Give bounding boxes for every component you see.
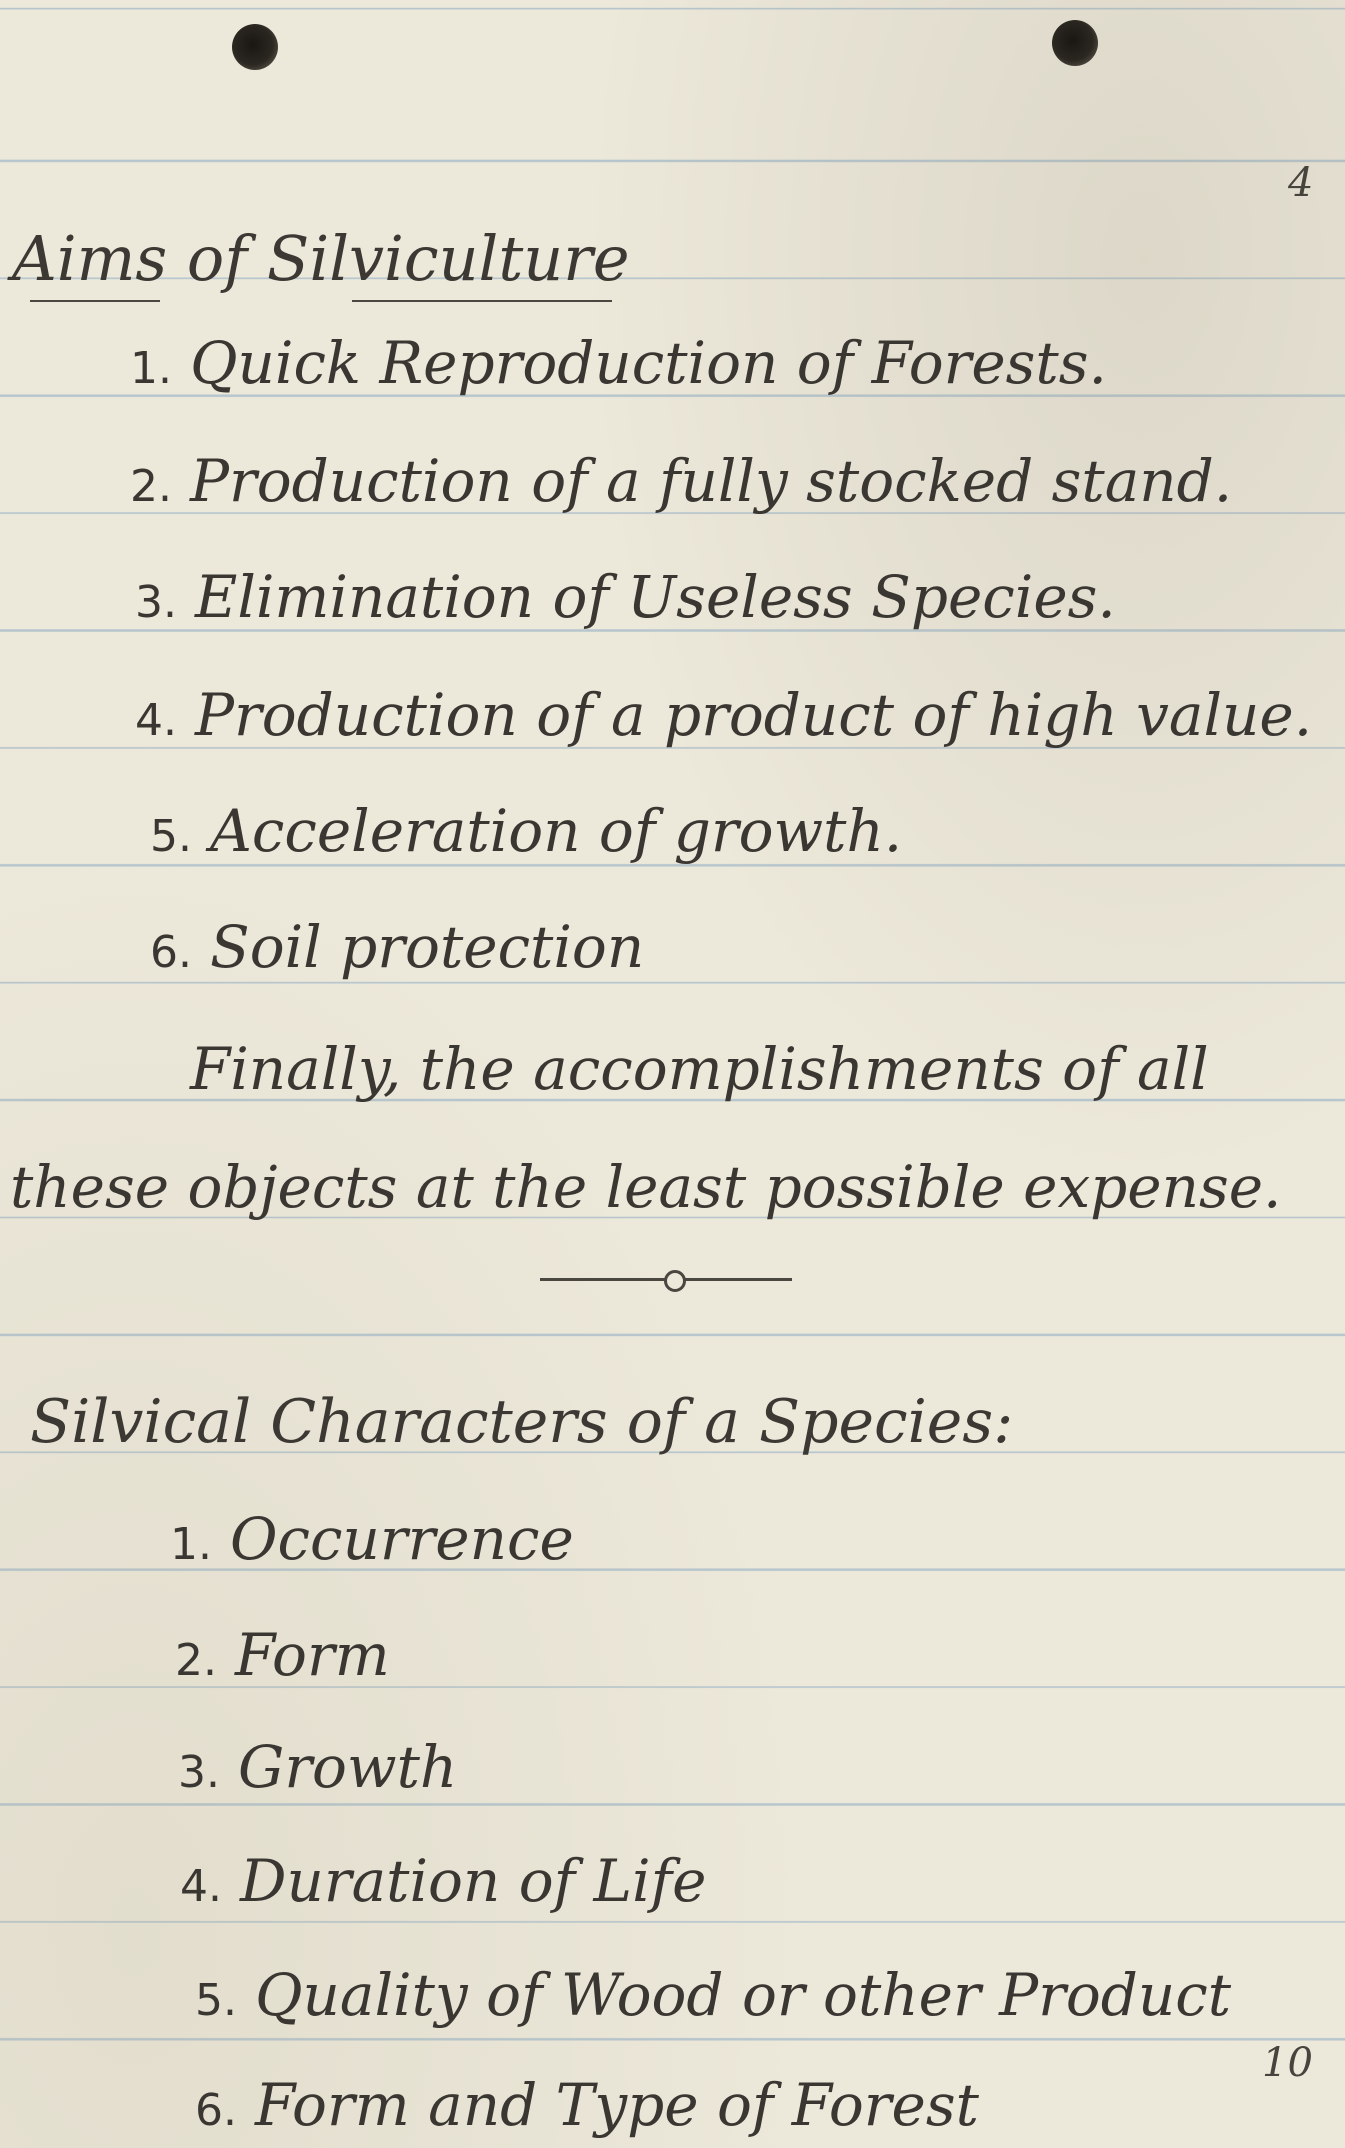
aims-closing-line-2: these objects at the least possible expense. [10,1153,1282,1221]
aims-item-text: Production of a fully stocked stand. [189,447,1233,515]
silvical-item-number: 6. [195,2085,237,2136]
aims-item-text: Soil protection [209,913,645,981]
silvical-item-text: Quality of Wood or other Product [254,1961,1232,2029]
silvical-item-text: Growth [237,1733,458,1801]
silvical-item-2 [175,1621,390,1689]
page-number-top: 4 [1288,160,1314,206]
silvical-item-3 [178,1733,458,1801]
aims-item-6 [150,913,645,981]
aims-item-2 [130,447,1233,515]
aims-item-number: 2. [130,461,172,512]
silvical-item-number: 3. [178,1747,220,1798]
aims-item-5 [150,797,903,865]
silvical-item-number: 5. [195,1975,237,2026]
silvical-item-text: Occurrence [229,1505,574,1573]
aims-heading-underline-2 [352,300,612,302]
punch-hole-right [1052,20,1098,66]
silvical-item-text: Form and Type of Forest [254,2071,979,2139]
silvical-item-number: 2. [175,1635,217,1686]
aims-heading-underline [30,300,160,302]
silvical-item-number: 1. [170,1519,212,1570]
aims-item-4 [135,681,1313,749]
silvical-item-number: 4. [180,1861,222,1912]
aims-item-1 [130,329,1107,397]
aims-item-text: Production of a product of high value. [194,681,1313,749]
silvical-item-1 [170,1505,574,1573]
aims-item-number: 4. [135,695,177,746]
aims-item-number: 1. [130,343,172,394]
aims-item-text: Elimination of Useless Species. [194,563,1116,631]
aims-item-text: Acceleration of growth. [209,797,903,865]
aims-item-text: Quick Reproduction of Forests. [189,329,1107,397]
page-number-bottom: 10 [1262,2040,1313,2086]
silvical-item-6 [195,2071,979,2139]
aims-item-number: 5. [150,811,192,862]
silvical-item-text: Duration of Life [239,1847,707,1915]
aims-item-number: 3. [135,577,177,628]
aims-item-number: 6. [150,927,192,978]
silvical-item-text: Form [234,1621,390,1689]
silvical-item-4 [180,1847,707,1915]
silvical-heading: Silvical Characters of a Species: [30,1387,1014,1457]
silvical-item-5 [195,1961,1232,2029]
punch-hole-left [232,24,278,70]
aims-closing-line-1: Finally, the accomplishments of all [190,1035,1209,1103]
section-divider-dot [664,1270,686,1292]
aims-heading: Aims of Silviculture [12,222,630,295]
aims-item-3 [135,563,1116,631]
